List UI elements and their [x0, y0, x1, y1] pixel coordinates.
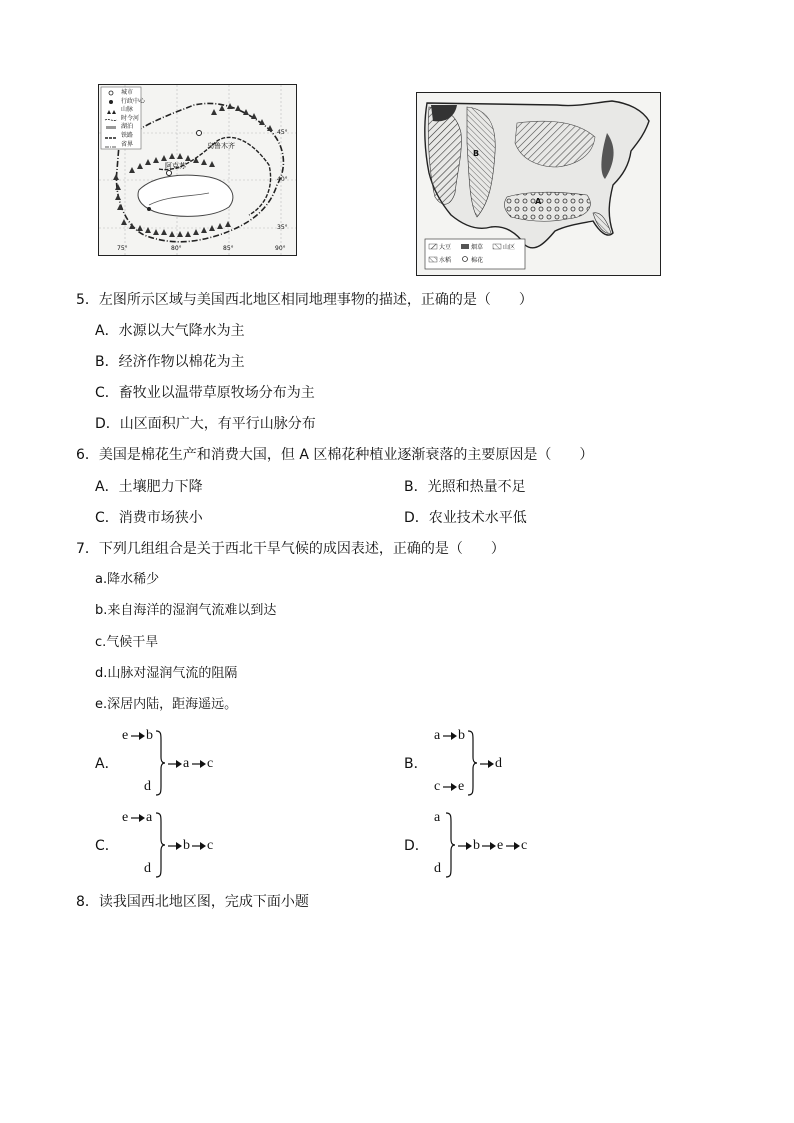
b-chain-1: d: [495, 756, 502, 771]
region-label-a: A: [535, 197, 542, 206]
d-top-letter: a: [434, 810, 441, 825]
lat-label: 40°: [277, 176, 288, 183]
legend-tobacco: 烟草: [471, 244, 484, 251]
right-brace-icon: [154, 730, 166, 796]
city-label-urumqi: 乌鲁木齐: [207, 142, 235, 150]
q5-option-d[interactable]: D．山区面积广大，有平行山脉分布: [95, 416, 316, 432]
q5-option-a[interactable]: A．水源以大气降水为主: [95, 323, 245, 339]
arrow-right-icon: [131, 813, 145, 823]
arrow-right-icon: [168, 841, 182, 851]
right-brace-icon: [154, 812, 166, 878]
city-aksu-marker: [167, 171, 172, 176]
legend-symbols: [103, 90, 119, 150]
q7-choice-c-label[interactable]: C．: [95, 838, 119, 854]
a-chain-2: c: [207, 756, 214, 771]
arrow-right-icon: [458, 841, 472, 851]
a-chain-1: a: [183, 756, 190, 771]
q6-option-a[interactable]: A．土壤肥力下降: [95, 479, 203, 495]
left-legend: [121, 89, 145, 149]
q6-option-b[interactable]: B．光照和热量不足: [404, 479, 526, 495]
d-bottom-letter: d: [434, 861, 441, 876]
legend-cotton: 棉花: [471, 257, 484, 264]
lat-label: 45°: [277, 129, 288, 136]
legend-soybean: 大豆: [439, 244, 452, 251]
a-bottom-letter: d: [144, 779, 151, 794]
b-bottom-letter: c: [434, 779, 441, 794]
right-map-usa: [416, 92, 661, 276]
legend-item: 时令河: [121, 114, 140, 122]
d-chain-2: e: [497, 838, 504, 853]
arrow-right-icon: [168, 759, 182, 769]
legend-item: 行政中心: [121, 97, 146, 105]
lon-label: 90°: [275, 245, 286, 252]
city-urumqi-marker: [197, 131, 202, 136]
arrow-right-icon: [192, 759, 206, 769]
c-top-target: a: [146, 810, 153, 825]
q7-choice-c-diagram[interactable]: [120, 810, 230, 882]
c-chain-2: c: [207, 838, 214, 853]
q7-item-c: c.气候干旱: [95, 635, 159, 650]
right-brace-icon: [466, 730, 478, 796]
lon-label: 80°: [171, 245, 182, 252]
a-top-letter: e: [122, 728, 129, 743]
q7-choice-a-label[interactable]: A．: [95, 756, 119, 772]
q7-item-d: d.山脉对湿润气流的阻隔: [95, 666, 238, 681]
left-map-xinjiang: [98, 84, 297, 256]
lat-label: 35°: [277, 224, 288, 231]
arrow-right-icon: [506, 841, 520, 851]
b-bottom-target: e: [458, 779, 465, 794]
legend-item: 山脉: [121, 106, 134, 114]
legend-item: 省界: [121, 140, 134, 148]
q7-choice-b-label[interactable]: B．: [404, 756, 428, 772]
q5-option-b[interactable]: B．经济作物以棉花为主: [95, 354, 245, 370]
arrow-right-icon: [131, 731, 145, 741]
c-bottom-letter: d: [144, 861, 151, 876]
city-marker: [147, 207, 151, 211]
q7-item-e: e.深居内陆，距海遥远。: [95, 697, 238, 712]
q6-option-c[interactable]: C．消费市场狭小: [95, 510, 203, 526]
d-chain-3: c: [521, 838, 528, 853]
c-chain-1: b: [183, 838, 190, 853]
legend-rice: 水稻: [439, 257, 452, 264]
q7-choice-a-diagram[interactable]: [120, 728, 230, 800]
c-top-letter: e: [122, 810, 129, 825]
arrow-right-icon: [482, 841, 496, 851]
q6-option-d[interactable]: D．农业技术水平低: [404, 510, 527, 526]
legend-item: 铁路: [121, 131, 134, 139]
legend-item: 湖泊: [121, 123, 134, 131]
arrow-right-icon: [443, 782, 457, 792]
right-map-drawing: [417, 93, 660, 275]
q5-stem: 5．左图所示区域与美国西北地区相同地理事物的描述，正确的是（ ）: [76, 292, 533, 308]
q5-option-c[interactable]: C．畜牧业以温带草原牧场分布为主: [95, 385, 315, 401]
b-top-letter: a: [434, 728, 441, 743]
arrow-right-icon: [480, 759, 494, 769]
q7-stem: 7．下列几组组合是关于西北干旱气候的成因表述，正确的是（ ）: [76, 541, 505, 557]
arrow-right-icon: [192, 841, 206, 851]
q7-item-a: a.降水稀少: [95, 572, 160, 587]
legend-item: 城市: [121, 89, 134, 96]
q7-choice-d-diagram[interactable]: [432, 810, 552, 882]
right-brace-icon: [444, 812, 456, 878]
lon-label: 85°: [223, 245, 234, 252]
arrow-right-icon: [443, 731, 457, 741]
q7-item-b: b.来自海洋的湿润气流难以到达: [95, 603, 277, 618]
q8-stem: 8．读我国西北地区图，完成下面小题: [76, 894, 309, 910]
q6-stem: 6．美国是棉花生产和消费大国，但 A 区棉花种植业逐渐衰落的主要原因是（ ）: [76, 447, 594, 463]
q7-choice-d-label[interactable]: D．: [404, 838, 429, 854]
a-top-target: b: [146, 728, 153, 743]
region-label-b: B: [473, 149, 480, 158]
cotton-region: [504, 192, 590, 221]
b-top-target: b: [458, 728, 465, 743]
q7-choice-b-diagram[interactable]: [432, 728, 532, 800]
d-chain-1: b: [473, 838, 480, 853]
legend-mountain: 山区: [503, 244, 516, 251]
lon-label: 75°: [117, 245, 128, 252]
city-label-aksu: 阿克苏: [165, 162, 186, 170]
